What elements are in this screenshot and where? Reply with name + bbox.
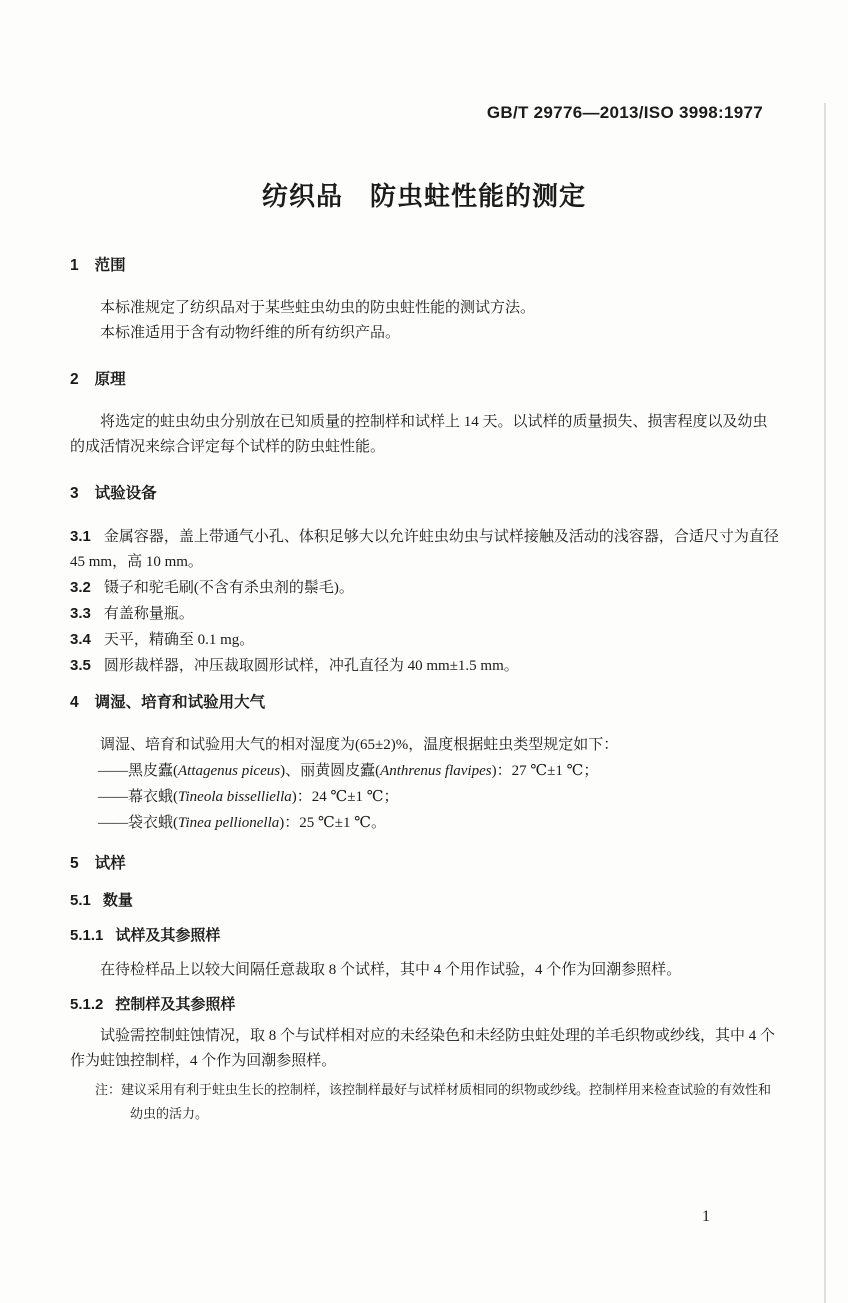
- section-5-specimens: [70, 854, 780, 1126]
- paragraph: 本标准适用于含有动物纤维的所有纺织产品。: [100, 325, 401, 341]
- clause-number: 3.3: [70, 605, 91, 622]
- section-5-1-2-heading: [70, 995, 780, 1015]
- list-item-text: ——袋衣蛾(: [98, 815, 178, 831]
- dash-list: [70, 758, 780, 836]
- list-item-text: )、丽黄圆皮蠹(: [280, 763, 381, 779]
- list-item-text: ——黑皮蠹(: [98, 763, 178, 779]
- document-title: 纺织品 防虫蛀性能的测定: [261, 181, 586, 211]
- list-item: [70, 601, 780, 627]
- page-number: 1: [702, 1208, 710, 1225]
- species-latin-name: Tinea pellionella: [178, 815, 280, 831]
- clause-text: 天平，精确至 0.1 mg。: [103, 632, 255, 648]
- list-item: [70, 758, 780, 784]
- clause-text: 有盖称量瓶。: [103, 606, 194, 622]
- section-5-1-heading: [70, 891, 780, 911]
- section-5-heading: [70, 854, 780, 874]
- section-title: 原理: [94, 371, 126, 388]
- clause-text: 镊子和驼毛刷(不含有杀虫剂的鬃毛)。: [103, 580, 354, 596]
- note-text: 建议采用有利于蛀虫生长的控制样，该控制样最好与试样材质相同的织物或纱线。控制样用来检查试验的有效性和幼虫的活力。: [121, 1082, 772, 1121]
- section-number: 3: [70, 485, 79, 502]
- section-4-atmosphere: [70, 693, 780, 836]
- section-1-scope: [70, 256, 780, 346]
- clause-text: 金属容器，盖上带通气小孔、体积足够大以允许蛀虫幼虫与试样接触及活动的浅容器，合适尺寸为直径 45 mm，高 10 mm。: [70, 529, 779, 570]
- paragraph: 调湿、培育和试验用大气的相对湿度为(65±2)%，温度根据蛀虫类型规定如下：: [100, 737, 619, 753]
- section-title: 调湿、培育和试验用大气: [94, 694, 266, 711]
- species-latin-name: Attagenus piceus: [178, 763, 281, 779]
- standard-code: GB/T 29776—2013/ISO 3998:1977: [486, 103, 763, 122]
- list-item-text: )：25 ℃±1 ℃。: [279, 815, 387, 831]
- section-number: 4: [70, 694, 79, 711]
- note-label: 注：: [95, 1082, 122, 1097]
- paragraph: 本标准规定了纺织品对于某些蛀虫幼虫的防虫蛀性能的测试方法。: [100, 300, 536, 316]
- section-3-heading: [70, 484, 780, 504]
- species-latin-name: Anthrenus flavipes: [380, 763, 492, 779]
- section-title: 数量: [102, 892, 133, 909]
- clause-text: 圆形裁样器，冲压裁取圆形试样，冲孔直径为 40 mm±1.5 mm。: [103, 658, 519, 674]
- list-item: [70, 627, 780, 653]
- paragraph: 试验需控制蛀蚀情况，取 8 个与试样相对应的未经染色和未经防虫蛀处理的羊毛织物或纱线，其中 4 个作为蛀蚀控制样，4 个作为回潮参照样。: [70, 1028, 776, 1069]
- section-number: 1: [70, 257, 79, 274]
- list-item: [70, 784, 780, 810]
- section-number: 5: [70, 855, 79, 872]
- section-title: 试验设备: [94, 485, 157, 502]
- section-1-heading: [70, 256, 780, 276]
- list-item: [70, 810, 780, 836]
- paragraph: 在待检样品上以较大间隔任意裁取 8 个试样，其中 4 个用作试验，4 个作为回潮参照样。: [100, 962, 682, 978]
- scan-artifact-line: [824, 103, 826, 1303]
- clause-number: 3.1: [70, 528, 91, 545]
- note-block: [95, 1078, 780, 1126]
- list-item: [70, 575, 780, 601]
- document-page: [0, 103, 848, 1225]
- list-item: [70, 653, 780, 679]
- paragraph: 将选定的蛀虫幼虫分别放在已知质量的控制样和试样上 14 天。以试样的质量损失、损害程度以及幼虫的成活情况来综合评定每个试样的防虫蛀性能。: [70, 414, 768, 455]
- section-number: 2: [70, 371, 79, 388]
- section-number: 5.1.2: [70, 996, 104, 1013]
- document-body: [0, 256, 848, 1126]
- apparatus-list: [70, 524, 780, 679]
- section-2-heading: [70, 370, 780, 390]
- list-item-text: )：24 ℃±1 ℃；: [291, 789, 399, 805]
- clause-number: 3.2: [70, 579, 91, 596]
- list-item-text: ——幕衣蛾(: [98, 789, 178, 805]
- list-item-text: )：27 ℃±1 ℃；: [491, 763, 599, 779]
- section-number: 5.1: [70, 892, 91, 909]
- section-title: 试样及其参照样: [115, 927, 221, 944]
- section-5-1-1-heading: [70, 926, 780, 946]
- section-title: 试样: [94, 855, 126, 872]
- section-4-heading: [70, 693, 780, 713]
- section-title: 控制样及其参照样: [115, 996, 236, 1013]
- section-3-apparatus: [70, 484, 780, 679]
- clause-number: 3.5: [70, 657, 91, 674]
- section-2-principle: [70, 370, 780, 460]
- species-latin-name: Tineola bisselliella: [178, 789, 292, 805]
- clause-number: 3.4: [70, 631, 91, 648]
- section-number: 5.1.1: [70, 927, 104, 944]
- list-item: [70, 524, 780, 575]
- section-title: 范围: [94, 257, 126, 274]
